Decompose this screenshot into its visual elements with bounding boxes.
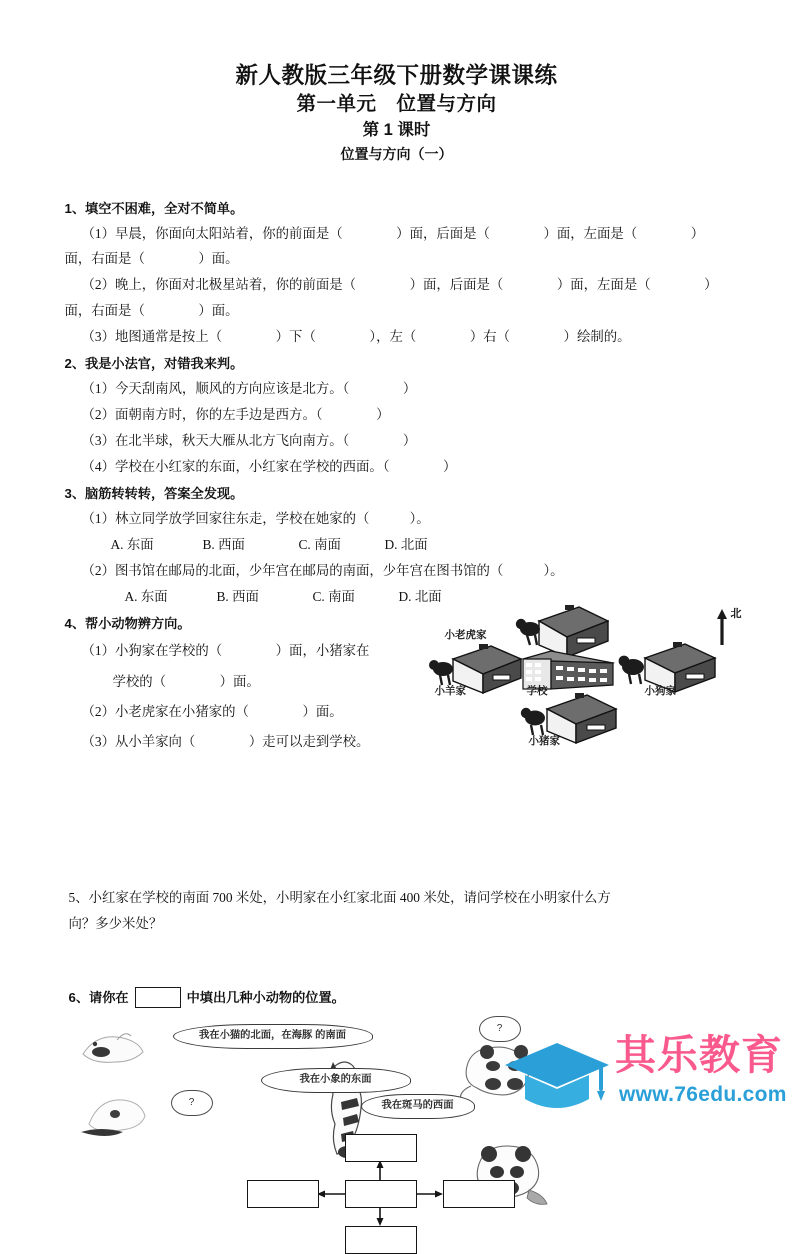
- site-logo: [503, 1033, 787, 1117]
- question-3-item-2: （2）图书馆在邮局的北面，少年宫在邮局的南面，少年宫在图书馆的（ ）。: [81, 562, 564, 578]
- question-3-item-1-options: [65, 532, 737, 558]
- option-1-d[interactable]: D. 北面: [384, 537, 428, 553]
- graduation-cap-icon: [503, 1037, 611, 1117]
- option-1-a[interactable]: A. 东面: [110, 537, 154, 553]
- dolphin-sketch-icon: [73, 1020, 151, 1076]
- house-pig-label: 小猪家: [528, 735, 560, 748]
- flow-box-west[interactable]: [247, 1180, 319, 1208]
- question-6-heading-after: 中填出几种小动物的位置。: [186, 990, 345, 1006]
- speech-bubble-elephant-east: 我在小象的东面: [261, 1068, 411, 1093]
- question-1-item-1b: 面，右面是（ ）面。: [64, 251, 239, 267]
- question-2-item-2: （2）面朝南方时，你的左手边是西方。（ ）: [81, 407, 390, 423]
- option-2-d[interactable]: D. 北面: [398, 588, 442, 604]
- question-3-heading: 3、脑筋转转转，答案全发现。: [64, 486, 244, 502]
- question-2-item-3: （3）在北半球，秋天大雁从北方飞向南方。（ ）: [81, 432, 417, 448]
- question-3: [65, 481, 737, 609]
- flow-box-south[interactable]: [345, 1226, 417, 1254]
- question-3-item-1: （1）林立同学放学回家往东走，学校在她家的（ ）。: [81, 511, 430, 527]
- flow-box-center[interactable]: [345, 1180, 417, 1208]
- unit-title: 第一单元 位置与方向: [296, 93, 497, 116]
- house-dog-label: 小狗家: [644, 685, 676, 698]
- flow-box-east[interactable]: [443, 1180, 515, 1208]
- question-2-item-4: （4）学校在小红家的东面，小红家在学校的西面。（ ）: [81, 458, 457, 474]
- question-4-item-2: （2）小老虎家在小猪家的（ ）面。: [81, 703, 343, 719]
- house-sheep-label: 小羊家: [434, 685, 466, 698]
- flow-box-north[interactable]: [345, 1134, 417, 1162]
- question-2: [65, 351, 737, 479]
- question-5: [65, 885, 737, 937]
- logo-brand-text: 其乐教育: [615, 1032, 783, 1078]
- option-2-b[interactable]: B. 西面: [216, 588, 259, 604]
- option-1-c[interactable]: C. 南面: [298, 537, 341, 553]
- question-bubble-left: ?: [171, 1090, 213, 1116]
- question-bubble-right: ?: [479, 1016, 521, 1042]
- question-4: [64, 608, 742, 757]
- seal-sketch-icon: [75, 1084, 167, 1142]
- option-1-b[interactable]: B. 西面: [202, 537, 245, 553]
- question-4-item-3: （3）从小羊家向（ ）走可以走到学校。: [81, 733, 370, 749]
- option-2-c[interactable]: C. 南面: [312, 588, 355, 604]
- question-1-item-2a: （2）晚上，你面对北极星站着，你的前面是（ ）面，后面是（ ）面，左面是（ ）: [81, 277, 718, 293]
- question-1: [65, 196, 737, 350]
- houses-illustration: [417, 605, 742, 755]
- question-6-heading: [65, 985, 737, 1010]
- north-label: 北: [730, 608, 742, 621]
- lesson-subtitle: 位置与方向（一）: [340, 146, 453, 163]
- question-2-heading: 2、我是小法官，对错我来判。: [64, 356, 244, 372]
- question-4-text: [65, 636, 450, 757]
- question-1-item-3: （3）地图通常是按上（ ）下（ ），左（ ）右（ ）绘制的。: [81, 328, 631, 344]
- question-1-item-2b: 面，右面是（ ）面。: [64, 302, 239, 318]
- question-4-item-1a: （1）小狗家在学校的（ ）面，小猪家在: [81, 643, 370, 659]
- question-1-item-1a: （1）早晨，你面向太阳站着，你的前面是（ ）面，后面是（ ）面，左面是（ ）: [81, 225, 705, 241]
- question-4-item-1b: 学校的（ ）面。: [112, 673, 260, 689]
- question-5-line-1: 5、小红家在学校的南面 700 米处，小明家在小红家北面 400 米处，请问学校在小明家什么方: [68, 890, 611, 906]
- question-1-heading: 1、填空不困难，全对不简单。: [64, 200, 244, 216]
- document-title: 新人教版三年级下册数学课课练: [235, 63, 558, 88]
- question-2-item-1: （1）今天刮南风，顺风的方向应该是北方。（ ）: [81, 381, 417, 397]
- speech-bubble-cat-north: 我在小猫的北面，在海豚 的南面: [173, 1024, 373, 1049]
- question-4-heading: 4、帮小动物辨方向。: [64, 616, 191, 632]
- logo-url-text: www.76edu.com: [619, 1083, 787, 1106]
- question-5-line-2: 向？多少米处？: [68, 916, 163, 932]
- building-school-label: 学校: [526, 685, 548, 698]
- house-tiger-label: 小老虎家: [444, 629, 487, 642]
- question-6-heading-before: 6、请你在: [68, 990, 129, 1006]
- lesson-title: 第 1 课时: [362, 121, 431, 140]
- position-flowchart: [215, 1134, 545, 1252]
- option-2-a[interactable]: A. 东面: [124, 588, 168, 604]
- title-block: [0, 0, 793, 166]
- speech-bubble-zebra-west: 我在斑马的西面: [361, 1094, 475, 1119]
- question-6-inline-box[interactable]: [135, 987, 181, 1008]
